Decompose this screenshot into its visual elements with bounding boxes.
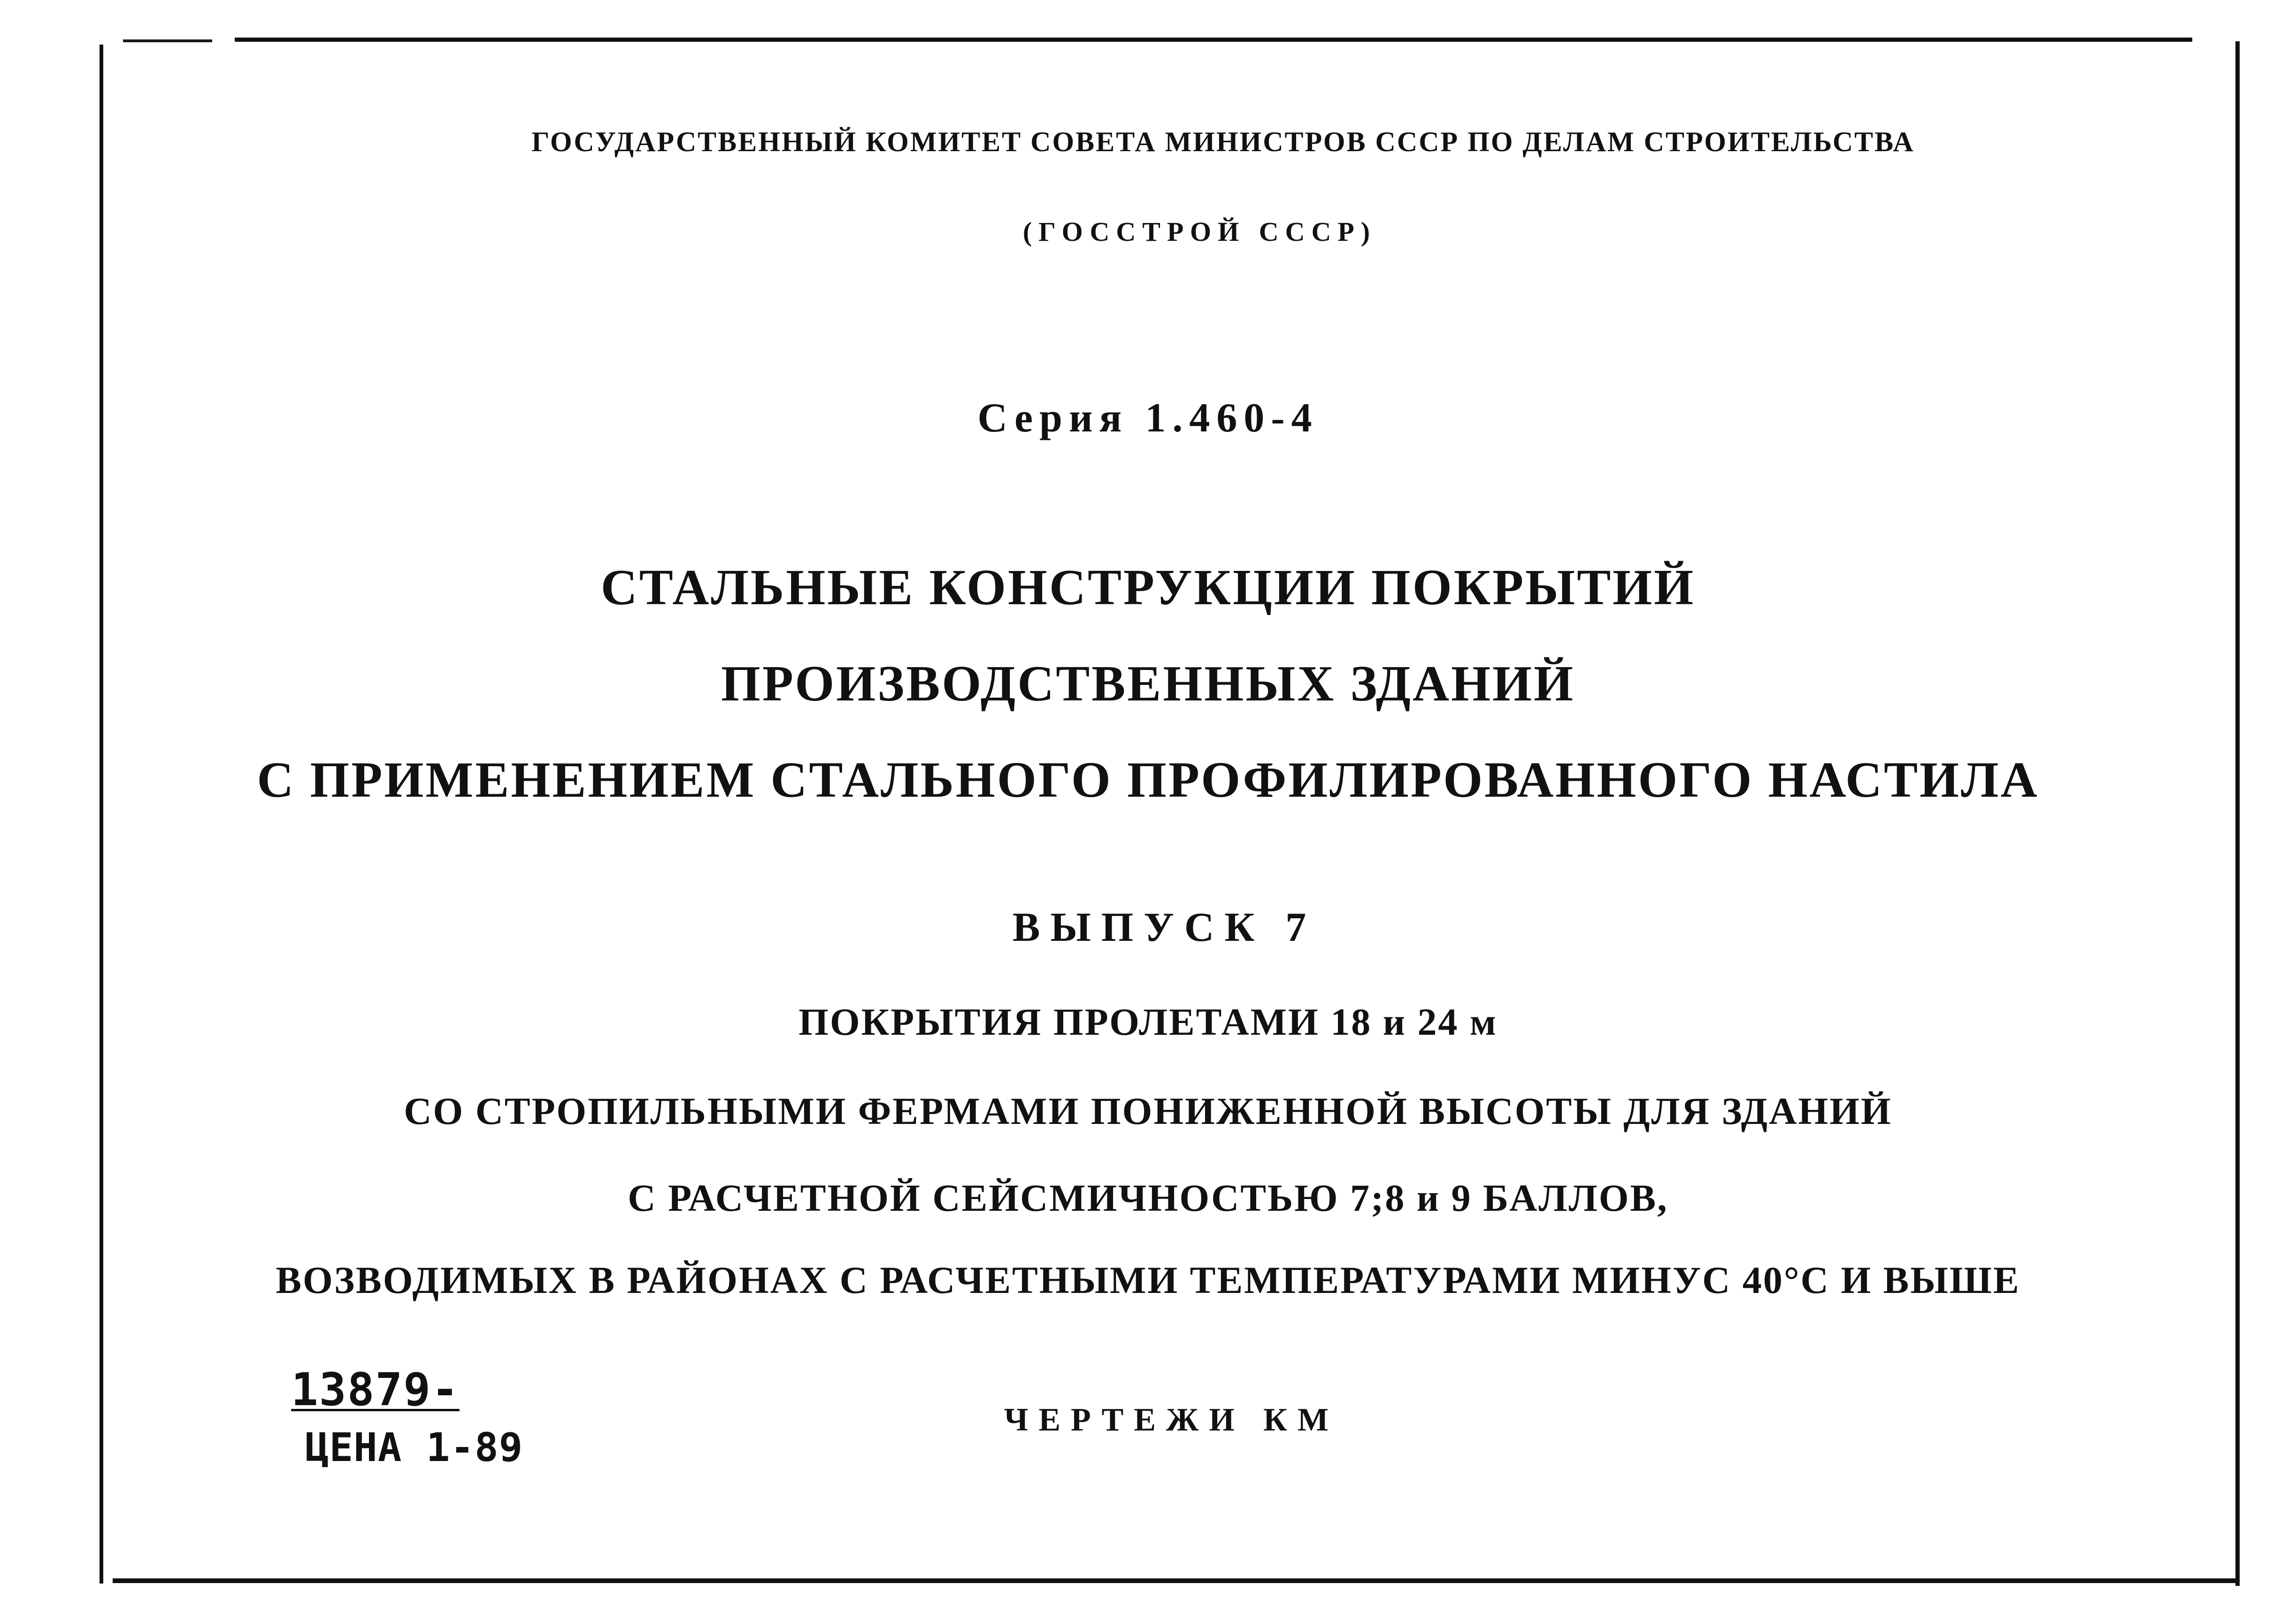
frame-top-border (235, 38, 2192, 42)
document-title-line-2: ПРОИЗВОДСТВЕННЫХ ЗДАНИЙ (721, 656, 1575, 712)
agency-abbreviation: (ГОССТРОЙ СССР) (1022, 216, 1377, 247)
frame-left-border (100, 45, 103, 1584)
drawings-label: ЧЕРТЕЖИ КМ (1004, 1402, 1339, 1438)
ministry-heading: ГОСУДАРСТВЕННЫЙ КОМИТЕТ СОВЕТА МИНИСТРОВ СССР ПО ДЕЛАМ СТРОИТЕЛЬСТВА (531, 126, 1915, 157)
price-label: ЦЕНА 1-89 (305, 1424, 523, 1470)
catalog-number: 13879- (291, 1363, 460, 1416)
subtitle-line-3: С РАСЧЕТНОЙ СЕЙСМИЧНОСТЬЮ 7;8 и 9 БАЛЛОВ, (628, 1177, 1668, 1219)
document-title-line-3: С ПРИМЕНЕНИЕМ СТАЛЬНОГО ПРОФИЛИРОВАННОГО НАСТИЛА (257, 752, 2039, 808)
subtitle-line-2: СО СТРОПИЛЬНЫМИ ФЕРМАМИ ПОНИЖЕННОЙ ВЫСОТЫ ДЛЯ ЗДАНИЙ (404, 1090, 1892, 1132)
series-number: Серия 1.460-4 (977, 395, 1319, 441)
frame-right-border (2235, 41, 2240, 1586)
subtitle-line-4: ВОЗВОДИМЫХ В РАЙОНАХ С РАСЧЕТНЫМИ ТЕМПЕРАТУРАМИ МИНУС 40°С И ВЫШЕ (276, 1259, 2020, 1301)
subtitle-line-1: ПОКРЫТИЯ ПРОЛЕТАМИ 18 и 24 м (799, 1000, 1497, 1043)
issue-number: ВЫПУСК 7 (1012, 905, 1317, 950)
document-title-line-1: СТАЛЬНЫЕ КОНСТРУКЦИИ ПОКРЫТИЙ (600, 560, 1696, 615)
frame-bottom-border (113, 1578, 2239, 1583)
frame-top-left-fragment (123, 39, 212, 42)
